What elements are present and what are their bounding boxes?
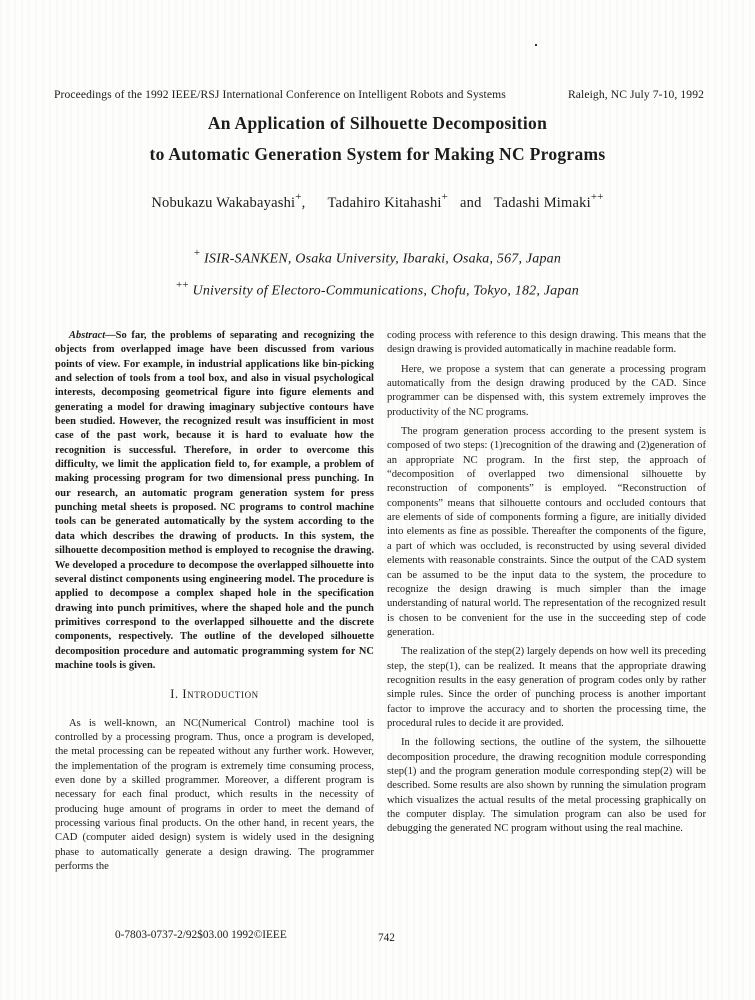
page-number: 742 bbox=[378, 932, 395, 944]
authors-connector: and bbox=[460, 194, 482, 211]
two-column-body bbox=[55, 329, 706, 879]
intro-paragraph: As is well-known, an NC(Numerical Control) machine tool is controlled by a processing program. Thus, once a program is developed, the metal processing can be repeated without any further work. However, the implementation of the program is extremely time consuming process, even done by a skilled programmer. Moreover, a different program is necessary for each final product, which results in the necessity of producing huge amount of programs in order to meet the demand of processing various final products. On the other hand, in recent years, the CAD (computer aided design) system is widely used in the designing phase to automatically generate a design drawing. The programmer performs the bbox=[55, 717, 374, 873]
header-location-date: Raleigh, NC July 7-10, 1992 bbox=[567, 88, 704, 101]
body-paragraph: coding process with reference to this design drawing. This means that the design drawing is provided automatically in machine readable form. bbox=[387, 330, 706, 356]
scan-speck bbox=[535, 44, 537, 46]
body-paragraph: The program generation process according to the present system is composed of two steps: (1)recognition of the drawing and (2)generation of an appropriate NC program. In the first step, the approach of “decomposition of overlapped two dimensional silhouette by reconstruction of components” is employed. “Reconstruction of components” means that silhouette contours and occluded contours that are elements of side of components forming a figure, are initially divided into elements as fine as possible. Thereafter the components of the figure, a part of which was occluded, is reconstructed by using several divided elements with reasonable constraints. Since the output of the CAD system can be assumed to be the input data to the system, the procedure to recognize the design drawing is much simpler than the image understanding of natural world. The representation of the recognized result is chosen to be convenient for the use in the succeeding step of code generation. bbox=[387, 426, 706, 638]
affiliation-1-mark: + bbox=[193, 247, 201, 259]
author-1-mark: + bbox=[295, 191, 302, 203]
authors-line bbox=[0, 192, 755, 212]
affiliation-1 bbox=[0, 241, 755, 273]
body-paragraph: In the following sections, the outline of the system, the silhouette decomposition procedure, the drawing recognition module corresponding step(1) and the program generation module corresponding step(2) will be described. Some results are also shown by running the simulation program which visualizes the actual results of the metal processing graphically on the computer display. The simulation program can also be used for debugging the generated NC program without using the real machine. bbox=[387, 737, 706, 835]
abstract-paragraph bbox=[55, 329, 374, 673]
paper-title bbox=[0, 108, 755, 170]
abstract-text: —So far, the problems of separating and recognizing the objects from overlapped image have been discussed from various points of view. For example, in industrial applications like bin-picking and selection of tools from a tool box, and also in visual psychological interests, decomposing geometrical figure into figure elements and generating a model for drawing imaginary subjective contours have been studied. However, the recognized result was insufficient in most case of the past work, because it is hard to evaluate how the recognition is successful. Therefore, in order to overcome this difficulty, we limit the application field to, for example, a problem of making processing program for two dimensional press punching. In our research, an automatic program generation system for press punching metal sheets is proposed. NC programs to control machine tools can be generated automatically by the system according to the data which describes the drawing of products. In this system, the silhouette decomposition method is employed to recognise the drawing. We developed a procedure to decompose the overlapped silhouette into several distinct components using engineering model. The procedure is applied to decompose a complex shaped hole in the specification drawing into punch primitives, where the shaped hole and the punch primitives correspond to the overlapped silhouette and the discrete components, respectively. The outline of the developed silhouette decomposition procedure and automatic programming system for NC machine tools is given. bbox=[55, 330, 374, 671]
body-paragraph: Here, we propose a system that can generate a processing program automatically from the design drawing produced by the CAD. Since programmer can be dispensed with, this system extremely improves the productivity of the NC programs. bbox=[387, 363, 706, 418]
left-column bbox=[55, 329, 374, 879]
right-column bbox=[387, 329, 706, 879]
running-header bbox=[54, 88, 704, 101]
author-3-mark: ++ bbox=[590, 191, 604, 203]
body-paragraph: The realization of the step(2) largely depends on how well its preceding step, the step(1), can be realized. It means that the appropriate drawing recognition results in the easy generation of program codes only by rather simple rules. Since the order of punching process is another important factor to improve the accuracy and to shorten the processing time, the procedural rules to decide it are provided. bbox=[387, 646, 706, 729]
author-1 bbox=[151, 191, 306, 211]
author-2 bbox=[327, 191, 449, 211]
author-3 bbox=[493, 191, 604, 211]
paper-title-line2: to Automatic Generation System for Making NC Programs bbox=[149, 144, 606, 164]
abstract-label: Abstract bbox=[69, 330, 106, 341]
author-2-mark: + bbox=[441, 191, 449, 203]
section-heading-introduction: I. Introduction bbox=[170, 687, 259, 702]
author-1-name: Nobukazu Wakabayashi bbox=[151, 194, 296, 211]
affiliation-1-text: ISIR-SANKEN, Osaka University, Ibaraki, Osaka, 567, Japan bbox=[200, 251, 562, 267]
paper-title-line1: An Application of Silhouette Decomposition bbox=[207, 113, 548, 133]
header-conference: Proceedings of the 1992 IEEE/RSJ International Conference on Intelligent Robots and Systems bbox=[54, 88, 506, 101]
affiliations bbox=[0, 241, 755, 305]
author-1-suffix: , bbox=[301, 194, 306, 211]
author-3-name: Tadashi Mimaki bbox=[493, 194, 591, 211]
affiliation-2-text: University of Electoro-Communications, Chofu, Tokyo, 182, Japan bbox=[188, 283, 579, 299]
affiliation-2-mark: ++ bbox=[176, 279, 189, 292]
author-2-name: Tadahiro Kitahashi bbox=[327, 194, 442, 211]
copyright-notice: 0-7803-0737-2/92$03.00 1992©IEEE bbox=[115, 929, 287, 941]
affiliation-2 bbox=[0, 273, 755, 305]
